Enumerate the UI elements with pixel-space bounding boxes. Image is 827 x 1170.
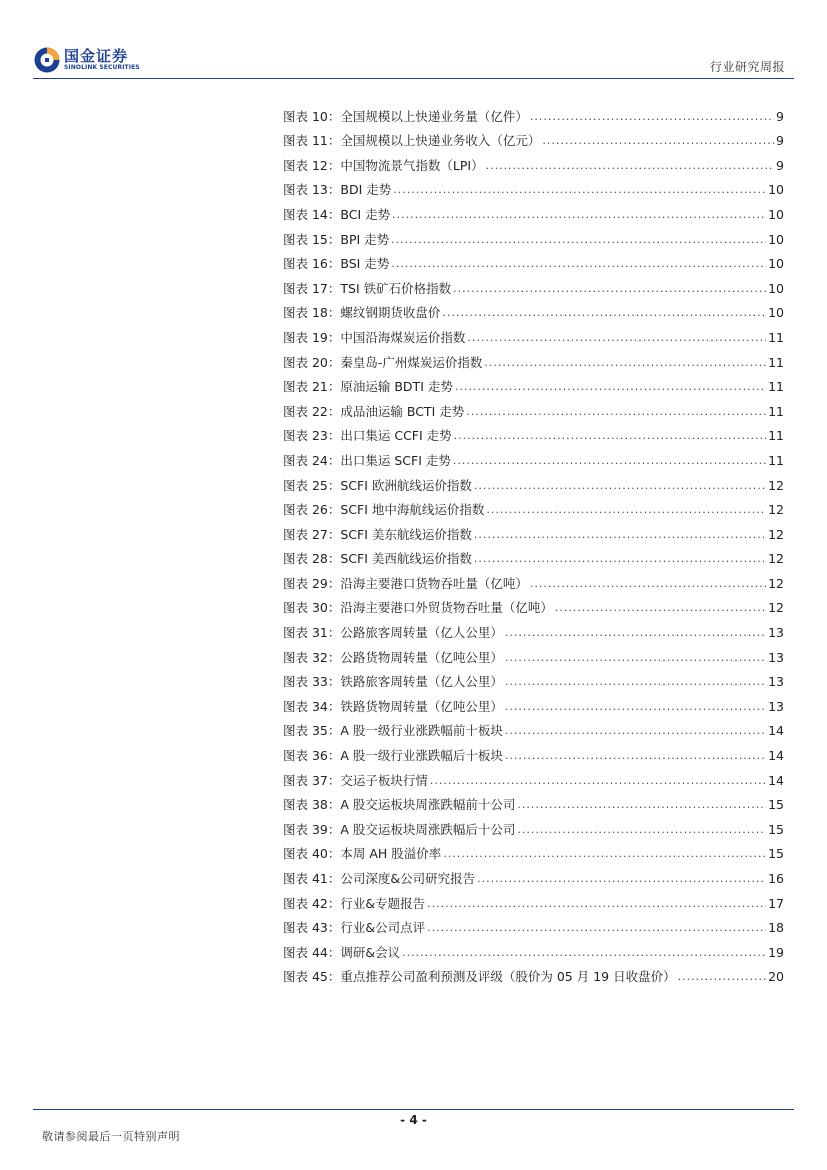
- toc-entry[interactable]: [283, 100, 784, 125]
- toc-dot-leader: [442, 305, 766, 321]
- toc-entry-page: 15: [768, 797, 784, 813]
- toc-entry[interactable]: [283, 592, 784, 617]
- toc-entry[interactable]: [283, 862, 784, 887]
- toc-entry-page: 11: [768, 403, 784, 419]
- toc-entry-label: 图表 22：成品油运输 BCTI 走势: [283, 403, 465, 419]
- toc-entry-label: 图表 11：全国规模以上快递业务收入（亿元）: [283, 133, 541, 149]
- toc-entry-page: 13: [768, 674, 784, 690]
- toc-entry-label: 图表 40：本周 AH 股溢价率: [283, 846, 442, 862]
- sinolink-logo: [33, 46, 140, 74]
- toc-dot-leader: [505, 650, 766, 666]
- toc-entry-page: 18: [768, 920, 784, 936]
- toc-entry[interactable]: [283, 149, 784, 174]
- toc-entry-page: 11: [768, 428, 784, 444]
- toc-dot-leader: [427, 920, 766, 936]
- toc-entry-label: 图表 32：公路货物周转量（亿吨公里）: [283, 649, 503, 665]
- toc-dot-leader: [555, 600, 766, 616]
- logo-english-name: SINOLINK SECURITIES: [64, 64, 140, 71]
- toc-dot-leader: [505, 699, 766, 715]
- toc-entry-label: 图表 38：A 股交运板块周涨跌幅前十公司: [283, 797, 516, 813]
- toc-dot-leader: [484, 355, 766, 371]
- toc-entry-page: 13: [768, 625, 784, 641]
- toc-entry-page: 13: [768, 649, 784, 665]
- toc-entry[interactable]: [283, 936, 784, 961]
- toc-entry-page: 15: [768, 846, 784, 862]
- toc-entry[interactable]: [283, 469, 784, 494]
- logo-chinese-name: 国金证券: [64, 47, 129, 65]
- toc-entry-page: 9: [776, 133, 784, 149]
- toc-dot-leader: [474, 527, 766, 543]
- toc-dot-leader: [530, 109, 774, 125]
- toc-entry-label: 图表 43：行业&公司点评: [283, 920, 426, 936]
- toc-entry-label: 图表 19：中国沿海煤炭运价指数: [283, 329, 466, 345]
- toc-entry-page: 9: [776, 108, 784, 124]
- toc-entry-page: 11: [768, 329, 784, 345]
- toc-entry[interactable]: [283, 961, 784, 986]
- toc-entry[interactable]: [283, 912, 784, 937]
- toc-entry-label: 图表 31：公路旅客周转量（亿人公里）: [283, 625, 503, 641]
- toc-dot-leader: [455, 379, 766, 395]
- disclaimer-text: 敬请参阅最后一页特别声明: [42, 1130, 180, 1143]
- toc-entry-page: 14: [768, 772, 784, 788]
- toc-dot-leader: [542, 133, 774, 149]
- toc-entry-label: 图表 44：调研&会议: [283, 944, 401, 960]
- toc-dot-leader: [474, 478, 766, 494]
- toc-dot-leader: [517, 822, 766, 838]
- toc-dot-leader: [443, 846, 766, 862]
- toc-entry[interactable]: [283, 715, 784, 740]
- toc-entry-page: 16: [768, 871, 784, 886]
- toc-dot-leader: [453, 453, 766, 469]
- toc-dot-leader: [453, 281, 766, 297]
- toc-entry-page: 20: [768, 969, 784, 985]
- toc-entry-page: 10: [768, 305, 784, 321]
- toc-entry-label: 图表 13：BDI 走势: [283, 182, 392, 198]
- toc-entry-label: 图表 14：BCI 走势: [283, 206, 391, 222]
- header-divider: [33, 78, 794, 79]
- toc-entry-label: 图表 15：BPI 走势: [283, 231, 390, 247]
- toc-entry[interactable]: [283, 641, 784, 666]
- toc-entry-page: 10: [768, 231, 784, 247]
- logo-text: [64, 48, 140, 72]
- toc-entry[interactable]: [283, 567, 784, 592]
- toc-dot-leader: [477, 871, 766, 887]
- figure-table-of-contents: [283, 100, 784, 985]
- toc-entry-label: 图表 39：A 股交运板块周涨跌幅后十公司: [283, 821, 516, 837]
- toc-entry-page: 10: [768, 280, 784, 296]
- toc-entry[interactable]: [283, 518, 784, 543]
- toc-entry[interactable]: [283, 616, 784, 641]
- page-number: - 4 -: [400, 1113, 427, 1127]
- toc-entry-page: 12: [768, 526, 784, 542]
- toc-entry-page: 15: [768, 821, 784, 837]
- toc-entry[interactable]: [283, 543, 784, 568]
- toc-dot-leader: [391, 232, 766, 248]
- toc-dot-leader: [505, 723, 766, 739]
- toc-entry-label: 图表 28：SCFI 美西航线运价指数: [283, 551, 472, 567]
- toc-entry[interactable]: [283, 198, 784, 223]
- toc-dot-leader: [505, 625, 766, 641]
- toc-entry[interactable]: [283, 420, 784, 445]
- toc-dot-leader: [427, 896, 766, 912]
- toc-dot-leader: [402, 945, 766, 961]
- toc-entry[interactable]: [283, 887, 784, 912]
- toc-entry-page: 19: [768, 944, 784, 960]
- toc-dot-leader: [505, 748, 766, 764]
- toc-entry[interactable]: [283, 346, 784, 371]
- toc-entry[interactable]: [283, 248, 784, 273]
- toc-entry-label: 图表 33：铁路旅客周转量（亿人公里）: [283, 674, 503, 690]
- toc-entry-label: 图表 36：A 股一级行业涨跌幅后十板块: [283, 748, 503, 764]
- page-header: [0, 0, 827, 80]
- toc-entry-label: 图表 26：SCFI 地中海航线运价指数: [283, 502, 485, 518]
- toc-entry-page: 10: [768, 182, 784, 198]
- toc-entry-page: 13: [768, 698, 784, 714]
- toc-entry-label: 图表 42：行业&专题报告: [283, 895, 426, 911]
- toc-dot-leader: [391, 256, 766, 272]
- toc-entry[interactable]: [283, 739, 784, 764]
- toc-entry-page: 14: [768, 748, 784, 764]
- toc-entry-label: 图表 30：沿海主要港口外贸货物吞吐量（亿吨）: [283, 600, 553, 616]
- toc-dot-leader: [530, 576, 766, 592]
- toc-dot-leader: [430, 773, 766, 789]
- toc-entry-page: 17: [768, 895, 784, 911]
- toc-entry[interactable]: [283, 223, 784, 248]
- toc-entry-label: 图表 37：交运子板块行情: [283, 772, 428, 788]
- toc-entry-label: 图表 18：螺纹钢期货收盘价: [283, 305, 441, 321]
- toc-entry[interactable]: [283, 494, 784, 519]
- toc-dot-leader: [517, 797, 766, 813]
- toc-entry[interactable]: [283, 666, 784, 691]
- toc-entry-label: 图表 23：出口集运 CCFI 走势: [283, 428, 452, 444]
- toc-entry-label: 图表 34：铁路货物周转量（亿吨公里）: [283, 698, 503, 714]
- toc-dot-leader: [486, 502, 766, 518]
- report-type-label: 行业研究周报: [709, 60, 785, 74]
- toc-entry-label: 图表 21：原油运输 BDTI 走势: [283, 379, 453, 395]
- toc-dot-leader: [678, 969, 767, 985]
- toc-dot-leader: [474, 551, 766, 567]
- toc-entry-page: 12: [768, 600, 784, 616]
- toc-entry-page: 14: [768, 723, 784, 739]
- toc-entry[interactable]: [283, 272, 784, 297]
- toc-dot-leader: [505, 674, 766, 690]
- toc-entry[interactable]: [283, 395, 784, 420]
- toc-entry-label: 图表 10：全国规模以上快递业务量（亿件）: [283, 108, 528, 124]
- toc-entry-page: 10: [768, 256, 784, 272]
- toc-entry[interactable]: [283, 174, 784, 199]
- toc-dot-leader: [467, 330, 766, 346]
- toc-dot-leader: [454, 428, 766, 444]
- toc-entry-page: 10: [768, 206, 784, 222]
- toc-entry[interactable]: [283, 125, 784, 150]
- toc-entry-page: 12: [768, 477, 784, 493]
- toc-dot-leader: [392, 207, 766, 223]
- toc-entry-label: 图表 16：BSI 走势: [283, 256, 390, 272]
- toc-entry-label: 图表 24：出口集运 SCFI 走势: [283, 452, 451, 468]
- toc-entry-label: 图表 20：秦皇岛-广州煤炭运价指数: [283, 354, 483, 370]
- toc-entry[interactable]: [283, 371, 784, 396]
- toc-entry-page: 11: [768, 379, 784, 395]
- toc-entry[interactable]: [283, 690, 784, 715]
- toc-entry[interactable]: [283, 764, 784, 789]
- toc-dot-leader: [466, 404, 766, 420]
- toc-entry-page: 11: [768, 354, 784, 370]
- toc-entry-page: 11: [768, 452, 784, 468]
- toc-entry-label: 图表 12：中国物流景气指数（LPI）: [283, 157, 484, 173]
- toc-dot-leader: [393, 182, 766, 198]
- toc-entry-label: 图表 35：A 股一级行业涨跌幅前十板块: [283, 723, 503, 739]
- toc-entry-page: 12: [768, 575, 784, 591]
- toc-entry-label: 图表 41：公司深度&公司研究报告: [283, 871, 476, 886]
- toc-entry[interactable]: [283, 838, 784, 863]
- toc-entry-page: 12: [768, 551, 784, 567]
- toc-entry-label: 图表 17：TSI 铁矿石价格指数: [283, 280, 452, 296]
- toc-entry-label: 图表 45：重点推荐公司盈利预测及评级（股价为 05 月 19 日收盘价）: [283, 969, 676, 985]
- sinolink-logo-icon: [33, 46, 61, 74]
- toc-entry[interactable]: [283, 297, 784, 322]
- toc-entry-page: 12: [768, 502, 784, 518]
- toc-entry[interactable]: [283, 444, 784, 469]
- toc-entry[interactable]: [283, 789, 784, 814]
- toc-entry-label: 图表 29：沿海主要港口货物吞吐量（亿吨）: [283, 575, 528, 591]
- toc-entry-label: 图表 27：SCFI 美东航线运价指数: [283, 526, 472, 542]
- toc-dot-leader: [486, 158, 774, 174]
- footer-divider: [33, 1109, 794, 1110]
- toc-entry-label: 图表 25：SCFI 欧洲航线运价指数: [283, 477, 472, 493]
- toc-entry[interactable]: [283, 813, 784, 838]
- toc-entry[interactable]: [283, 321, 784, 346]
- toc-entry-page: 9: [776, 157, 784, 173]
